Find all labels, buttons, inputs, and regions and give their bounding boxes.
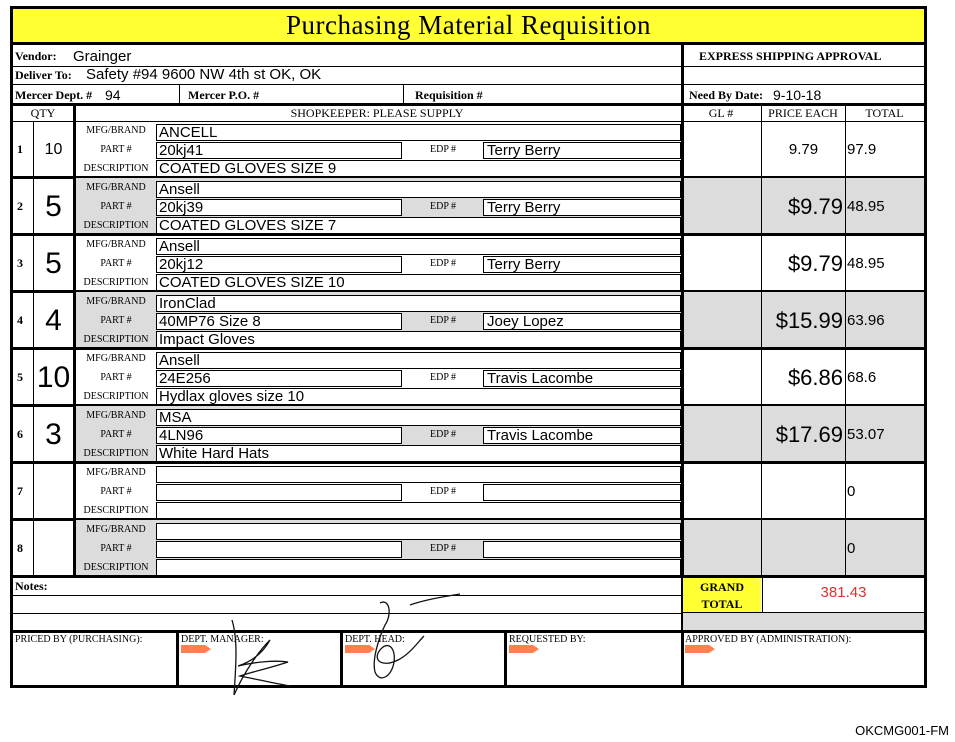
qty-value[interactable]: 5 <box>45 190 62 223</box>
part-value: 20kj41 <box>159 142 204 159</box>
edp-label: EDP # <box>429 201 457 212</box>
description-value: COATED GLOVES SIZE 7 <box>159 217 337 234</box>
description-label: DESCRIPTION <box>83 277 149 288</box>
part-label: PART # <box>100 258 132 269</box>
mfg-label: MFG/BRAND <box>86 410 146 421</box>
edp-label: EDP # <box>429 543 457 554</box>
edp-value: Terry Berry <box>487 199 561 216</box>
mfg-value: MSA <box>159 409 192 426</box>
mfg-value: Ansell <box>159 352 200 369</box>
part-label: PART # <box>100 201 132 212</box>
description-label: DESCRIPTION <box>83 334 149 345</box>
deliver-to-value[interactable]: Safety #94 9600 NW 4th st OK, OK <box>86 66 322 83</box>
qty-value[interactable]: 10 <box>36 361 71 394</box>
need-by-label: Need By Date: <box>689 88 763 102</box>
row-number: 1 <box>17 142 23 156</box>
part-label: PART # <box>100 543 132 554</box>
gl-header: GL # <box>708 106 734 120</box>
total-value: 0 <box>847 540 856 557</box>
mfg-label: MFG/BRAND <box>86 182 146 193</box>
mfg-label: MFG/BRAND <box>86 296 146 307</box>
mfg-label: MFG/BRAND <box>86 524 146 535</box>
total-value: 48.95 <box>847 255 885 272</box>
part-value: 24E256 <box>159 370 211 387</box>
edp-value: Joey Lopez <box>487 313 564 330</box>
description-value: COATED GLOVES SIZE 9 <box>159 160 337 177</box>
mfg-value: Ansell <box>159 238 200 255</box>
edp-label: EDP # <box>429 372 457 383</box>
requested-by-label: REQUESTED BY: <box>509 634 586 645</box>
notes-label: Notes: <box>15 579 48 593</box>
vendor-label: Vendor: <box>15 49 57 63</box>
part-label: PART # <box>100 372 132 383</box>
part-value: 4LN96 <box>159 427 204 444</box>
description-label: DESCRIPTION <box>83 562 149 573</box>
row-number: 8 <box>17 541 23 555</box>
mfg-value: Ansell <box>159 181 200 198</box>
mfg-label: MFG/BRAND <box>86 239 146 250</box>
description-label: DESCRIPTION <box>83 448 149 459</box>
requisition-label: Requisition # <box>415 88 483 102</box>
shopkeeper-header: SHOPKEEPER: PLEASE SUPPLY <box>290 106 464 120</box>
total-value: 97.9 <box>847 141 877 158</box>
total-value: 48.95 <box>847 198 885 215</box>
dept-head-label: DEPT. HEAD: <box>345 634 405 645</box>
description-value: COATED GLOVES SIZE 10 <box>159 274 345 291</box>
total-value: 63.96 <box>847 312 885 329</box>
edp-label: EDP # <box>429 486 457 497</box>
qty-value[interactable]: 3 <box>45 418 62 451</box>
part-label: PART # <box>100 315 132 326</box>
description-label: DESCRIPTION <box>83 220 149 231</box>
mfg-value: ANCELL <box>159 124 218 141</box>
row-number: 2 <box>17 199 23 213</box>
row-number: 7 <box>17 484 23 498</box>
vendor-value[interactable]: Grainger <box>73 48 132 65</box>
form-code: OKCMG001-FM <box>855 723 949 738</box>
total-header: TOTAL <box>865 106 904 120</box>
express-shipping-label: EXPRESS SHIPPING APPROVAL <box>699 49 882 63</box>
price-value[interactable]: $9.79 <box>787 251 843 276</box>
total-value: 68.6 <box>847 369 877 386</box>
grand-total-value: 381.43 <box>820 584 867 601</box>
description-value: White Hard Hats <box>159 445 270 462</box>
edp-value: Travis Lacombe <box>487 427 594 444</box>
row-number: 6 <box>17 427 23 441</box>
approved-by-label: APPROVED BY (ADMINISTRATION): <box>685 634 852 645</box>
price-value[interactable]: $17.69 <box>775 422 843 447</box>
price-value[interactable]: $15.99 <box>775 308 843 333</box>
grand-total-label-2: TOTAL <box>701 597 743 611</box>
qty-value[interactable]: 5 <box>45 247 62 280</box>
description-value: Impact Gloves <box>159 331 255 348</box>
edp-label: EDP # <box>429 429 457 440</box>
part-value: 40MP76 Size 8 <box>159 313 261 330</box>
po-label: Mercer P.O. # <box>188 88 260 102</box>
deliver-to-label: Deliver To: <box>15 68 72 82</box>
form-title: Purchasing Material Requisition <box>286 10 651 40</box>
edp-value: Travis Lacombe <box>487 370 594 387</box>
row-number: 3 <box>17 256 23 270</box>
price-header: PRICE EACH <box>768 106 838 120</box>
description-label: DESCRIPTION <box>83 163 149 174</box>
part-value: 20kj39 <box>159 199 204 216</box>
total-value: 53.07 <box>847 426 885 443</box>
part-label: PART # <box>100 429 132 440</box>
dept-manager-label: DEPT. MANAGER: <box>181 634 264 645</box>
qty-value[interactable]: 10 <box>44 141 63 158</box>
mfg-value: IronClad <box>159 295 216 312</box>
edp-label: EDP # <box>429 144 457 155</box>
grand-total-label-1: GRAND <box>700 580 744 594</box>
qty-value[interactable]: 4 <box>45 304 62 337</box>
mfg-label: MFG/BRAND <box>86 353 146 364</box>
total-value: 0 <box>847 483 856 500</box>
mfg-label: MFG/BRAND <box>86 467 146 478</box>
mfg-label: MFG/BRAND <box>86 125 146 136</box>
edp-value: Terry Berry <box>487 256 561 273</box>
row-number: 4 <box>17 313 23 327</box>
row-number: 5 <box>17 370 23 384</box>
edp-label: EDP # <box>429 315 457 326</box>
edp-value: Terry Berry <box>487 142 561 159</box>
part-value: 20kj12 <box>159 256 204 273</box>
dept-manager-signature <box>232 620 290 695</box>
dept-value[interactable]: 94 <box>105 87 121 103</box>
price-value[interactable]: $6.86 <box>787 365 843 390</box>
description-value: Hydlax gloves size 10 <box>159 388 305 405</box>
dept-label: Mercer Dept. # <box>15 88 93 102</box>
part-label: PART # <box>100 486 132 497</box>
need-by-value[interactable]: 9-10-18 <box>773 87 822 103</box>
part-label: PART # <box>100 144 132 155</box>
dept-head-signature <box>374 594 460 678</box>
price-value[interactable]: $9.79 <box>787 194 843 219</box>
qty-header: QTY <box>30 106 56 120</box>
description-label: DESCRIPTION <box>83 505 149 516</box>
description-label: DESCRIPTION <box>83 391 149 402</box>
edp-label: EDP # <box>429 258 457 269</box>
priced-by-label: PRICED BY (PURCHASING): <box>15 634 143 645</box>
price-value[interactable]: 9.79 <box>788 141 819 158</box>
